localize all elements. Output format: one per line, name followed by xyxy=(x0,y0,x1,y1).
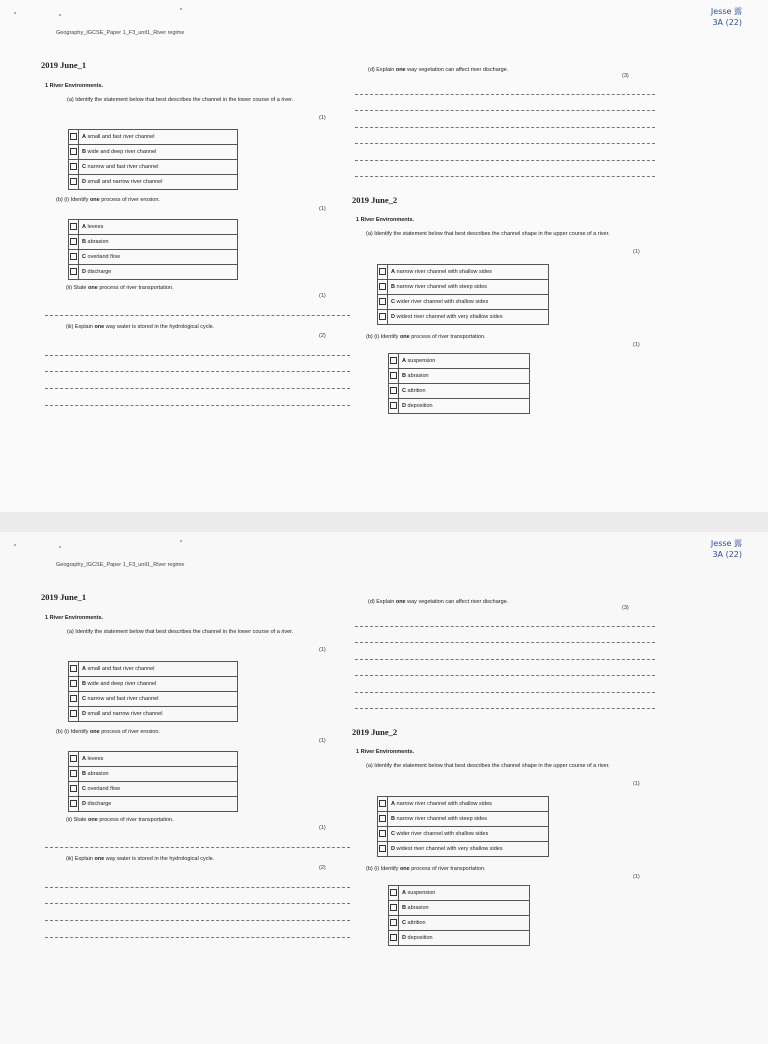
answer-line[interactable] xyxy=(45,355,350,356)
june1-qd-text: (d) Explain one way vegetation can affect river discharge. xyxy=(368,67,509,73)
june1-qbiii-text: (iii) Explain one way water is stored in the hydrological cycle. xyxy=(66,324,215,330)
option-label: small and narrow river channel xyxy=(87,179,163,185)
student-name: Jesse 露 xyxy=(710,7,742,16)
option-text xyxy=(388,797,549,812)
june2-qb-options xyxy=(388,353,530,414)
answer-line[interactable] xyxy=(45,903,350,904)
option-text xyxy=(399,916,530,931)
option-row[interactable] xyxy=(378,827,549,842)
checkbox-cell[interactable] xyxy=(389,399,399,414)
checkbox-cell[interactable] xyxy=(69,782,79,797)
answer-line[interactable] xyxy=(355,94,655,95)
june2-qa-text: (a) Identify the statement below that best describes the channel shape in the upper course of a river. xyxy=(366,231,610,237)
option-letter: B xyxy=(391,284,395,290)
option-text xyxy=(79,175,238,190)
scanned-page-1 xyxy=(0,0,768,512)
option-text xyxy=(399,886,530,901)
option-label: discharge xyxy=(87,801,112,807)
checkbox-cell[interactable] xyxy=(69,707,79,722)
answer-line[interactable] xyxy=(45,315,350,316)
checkbox[interactable] xyxy=(379,283,386,290)
option-row[interactable] xyxy=(378,280,549,295)
option-row[interactable] xyxy=(389,369,530,384)
checkbox-cell[interactable] xyxy=(69,692,79,707)
checkbox[interactable] xyxy=(390,919,397,926)
option-text xyxy=(399,901,530,916)
option-letter: C xyxy=(391,831,395,837)
checkbox[interactable] xyxy=(379,800,386,807)
checkbox[interactable] xyxy=(70,268,77,275)
option-text xyxy=(79,145,238,160)
answer-line[interactable] xyxy=(355,110,655,111)
option-label: wide and deep river channel xyxy=(87,681,157,687)
checkbox-cell[interactable] xyxy=(69,752,79,767)
checkbox-cell[interactable] xyxy=(69,662,79,677)
checkbox[interactable] xyxy=(390,904,397,911)
checkbox[interactable] xyxy=(70,710,77,717)
option-label: widest river channel with very shallow sides xyxy=(396,314,503,320)
checkbox[interactable] xyxy=(379,268,386,275)
option-letter: B xyxy=(82,681,86,687)
option-letter: A xyxy=(82,134,86,140)
checkbox-cell[interactable] xyxy=(69,145,79,160)
option-text xyxy=(79,235,238,250)
checkbox[interactable] xyxy=(70,800,77,807)
june1-qa-mark: (1) xyxy=(319,115,326,121)
option-text xyxy=(388,280,549,295)
option-row[interactable] xyxy=(69,752,238,767)
june1-q1-heading: 1 River Environments. xyxy=(45,83,104,89)
option-letter: D xyxy=(82,711,86,717)
option-text xyxy=(79,782,238,797)
checkbox[interactable] xyxy=(390,387,397,394)
answer-line[interactable] xyxy=(355,659,655,660)
june2-qa-text: (a) Identify the statement below that best describes the channel shape in the upper course of a river. xyxy=(366,763,610,769)
checkbox-cell[interactable] xyxy=(389,931,399,946)
option-row[interactable] xyxy=(69,797,238,812)
june1-qbii-mark: (1) xyxy=(319,825,326,831)
answer-line[interactable] xyxy=(45,920,350,921)
page-header: Geography_IGCSE_Paper 1_F3_unit1_River regime xyxy=(56,562,185,568)
option-row[interactable] xyxy=(69,160,238,175)
checkbox[interactable] xyxy=(390,357,397,364)
checkbox-cell[interactable] xyxy=(389,901,399,916)
option-text xyxy=(399,931,530,946)
june2-qb-options xyxy=(388,885,530,946)
option-label: narrow river channel with shallow sides xyxy=(396,801,492,807)
option-letter: D xyxy=(82,269,86,275)
option-label: levees xyxy=(87,756,104,762)
option-text xyxy=(388,827,549,842)
answer-line[interactable] xyxy=(355,127,655,128)
checkbox-cell[interactable] xyxy=(69,767,79,782)
option-letter: B xyxy=(402,373,406,379)
option-text xyxy=(79,692,238,707)
option-row[interactable] xyxy=(69,250,238,265)
student-class: 3A (22) xyxy=(712,550,742,559)
checkbox[interactable] xyxy=(390,934,397,941)
checkbox[interactable] xyxy=(379,815,386,822)
checkbox[interactable] xyxy=(390,889,397,896)
june2-title: 2019 June_2 xyxy=(352,727,398,737)
option-text xyxy=(79,707,238,722)
option-letter: C xyxy=(82,696,86,702)
checkbox[interactable] xyxy=(70,770,77,777)
option-text xyxy=(399,384,530,399)
option-text xyxy=(79,220,238,235)
checkbox[interactable] xyxy=(379,298,386,305)
option-row[interactable] xyxy=(389,399,530,414)
option-letter: D xyxy=(402,403,406,409)
answer-line[interactable] xyxy=(355,160,655,161)
checkbox[interactable] xyxy=(70,238,77,245)
answer-line[interactable] xyxy=(355,708,655,709)
option-letter: B xyxy=(82,239,86,245)
june1-q1-heading: 1 River Environments. xyxy=(45,615,104,621)
june1-qd-mark: (3) xyxy=(622,605,629,611)
option-label: narrow river channel with steep sides xyxy=(396,816,488,822)
option-letter: B xyxy=(391,816,395,822)
june1-qbii-text: (ii) State one process of river transportation. xyxy=(66,817,174,823)
option-label: small and fast river channel xyxy=(87,666,155,672)
june1-qbiii-mark: (2) xyxy=(319,865,326,871)
june2-qb-mark: (1) xyxy=(633,342,640,348)
scanned-page-2 xyxy=(0,532,768,1044)
option-row[interactable] xyxy=(69,145,238,160)
option-label: wider river channel with shallow sides xyxy=(396,831,489,837)
june2-qa-options xyxy=(377,264,549,325)
june1-qa-text: (a) Identify the statement below that best describes the channel in the lower course of a river. xyxy=(67,97,294,103)
option-text xyxy=(79,160,238,175)
option-label: suspension xyxy=(407,358,436,364)
checkbox[interactable] xyxy=(70,133,77,140)
checkbox-cell[interactable] xyxy=(69,265,79,280)
june2-qb-text: (b) (i) Identify one process of river transportation. xyxy=(366,334,486,340)
option-letter: D xyxy=(82,179,86,185)
checkbox[interactable] xyxy=(70,755,77,762)
checkbox[interactable] xyxy=(390,372,397,379)
checkbox-cell[interactable] xyxy=(69,175,79,190)
option-letter: C xyxy=(82,254,86,260)
june1-qbiii-mark: (2) xyxy=(319,333,326,339)
answer-line[interactable] xyxy=(45,388,350,389)
student-name: Jesse 露 xyxy=(710,539,742,548)
june2-q1-heading: 1 River Environments. xyxy=(356,749,415,755)
option-row[interactable] xyxy=(69,662,238,677)
option-letter: C xyxy=(391,299,395,305)
scan-speck xyxy=(180,540,182,542)
option-letter: D xyxy=(391,314,395,320)
option-letter: D xyxy=(402,935,406,941)
option-row[interactable] xyxy=(69,677,238,692)
option-label: attrition xyxy=(407,920,426,926)
june1-qb-mark: (1) xyxy=(319,738,326,744)
checkbox-cell[interactable] xyxy=(389,354,399,369)
answer-line[interactable] xyxy=(355,642,655,643)
option-letter: C xyxy=(402,920,406,926)
option-row[interactable] xyxy=(69,220,238,235)
option-row[interactable] xyxy=(389,354,530,369)
option-row[interactable] xyxy=(389,901,530,916)
checkbox-cell[interactable] xyxy=(389,369,399,384)
june1-title: 2019 June_1 xyxy=(41,592,87,602)
option-letter: A xyxy=(82,224,86,230)
checkbox[interactable] xyxy=(70,253,77,260)
option-text xyxy=(388,812,549,827)
option-letter: A xyxy=(391,801,395,807)
answer-line[interactable] xyxy=(45,937,350,938)
option-label: abrasion xyxy=(87,771,109,777)
option-row[interactable] xyxy=(389,931,530,946)
option-row[interactable] xyxy=(378,812,549,827)
checkbox[interactable] xyxy=(379,313,386,320)
option-letter: B xyxy=(82,149,86,155)
answer-line[interactable] xyxy=(45,405,350,406)
checkbox-cell[interactable] xyxy=(378,280,388,295)
option-label: deposition xyxy=(407,935,433,941)
option-row[interactable] xyxy=(69,692,238,707)
option-text xyxy=(388,842,549,857)
checkbox[interactable] xyxy=(70,785,77,792)
student-class: 3A (22) xyxy=(712,18,742,27)
option-letter: A xyxy=(391,269,395,275)
scan-speck xyxy=(180,8,182,10)
option-letter: A xyxy=(82,666,86,672)
option-row[interactable] xyxy=(69,265,238,280)
checkbox-cell[interactable] xyxy=(69,220,79,235)
checkbox-cell[interactable] xyxy=(69,797,79,812)
checkbox-cell[interactable] xyxy=(378,842,388,857)
checkbox[interactable] xyxy=(70,680,77,687)
answer-line[interactable] xyxy=(45,887,350,888)
checkbox[interactable] xyxy=(390,402,397,409)
option-row[interactable] xyxy=(378,265,549,280)
checkbox-cell[interactable] xyxy=(378,295,388,310)
answer-line[interactable] xyxy=(355,692,655,693)
student-signature xyxy=(711,6,742,28)
option-label: attrition xyxy=(407,388,426,394)
answer-line[interactable] xyxy=(45,847,350,848)
option-label: deposition xyxy=(407,403,433,409)
option-letter: B xyxy=(82,771,86,777)
checkbox-cell[interactable] xyxy=(378,827,388,842)
checkbox-cell[interactable] xyxy=(69,235,79,250)
page-separator xyxy=(0,512,768,532)
checkbox[interactable] xyxy=(379,845,386,852)
option-label: narrow river channel with steep sides xyxy=(396,284,488,290)
june1-qd-text: (d) Explain one way vegetation can affect river discharge. xyxy=(368,599,509,605)
scan-speck xyxy=(59,546,61,548)
option-text xyxy=(388,265,549,280)
answer-line[interactable] xyxy=(45,371,350,372)
answer-line[interactable] xyxy=(355,626,655,627)
option-label: narrow and fast river channel xyxy=(87,164,159,170)
option-text xyxy=(79,797,238,812)
option-label: small and fast river channel xyxy=(87,134,155,140)
option-row[interactable] xyxy=(378,842,549,857)
student-signature xyxy=(711,538,742,560)
option-text xyxy=(79,265,238,280)
june1-qb-mark: (1) xyxy=(319,206,326,212)
checkbox-cell[interactable] xyxy=(389,384,399,399)
option-text xyxy=(79,130,238,145)
checkbox-cell[interactable] xyxy=(378,797,388,812)
option-text xyxy=(79,677,238,692)
option-row[interactable] xyxy=(69,707,238,722)
june1-qbii-text: (ii) State one process of river transportation. xyxy=(66,285,174,291)
checkbox[interactable] xyxy=(379,830,386,837)
option-label: narrow river channel with shallow sides xyxy=(396,269,492,275)
june1-qbii-mark: (1) xyxy=(319,293,326,299)
option-row[interactable] xyxy=(69,767,238,782)
june1-qa-text: (a) Identify the statement below that best describes the channel in the lower course of a river. xyxy=(67,629,294,635)
june1-qb-text: (b) (i) Identify one process of river erosion. xyxy=(56,197,160,203)
option-label: abrasion xyxy=(407,905,429,911)
option-letter: D xyxy=(82,801,86,807)
option-row[interactable] xyxy=(378,295,549,310)
option-label: abrasion xyxy=(87,239,109,245)
option-letter: D xyxy=(391,846,395,852)
june1-qbiii-text: (iii) Explain one way water is stored in the hydrological cycle. xyxy=(66,856,215,862)
option-text xyxy=(79,662,238,677)
option-label: suspension xyxy=(407,890,436,896)
option-label: levees xyxy=(87,224,104,230)
option-letter: A xyxy=(402,358,406,364)
checkbox-cell[interactable] xyxy=(378,310,388,325)
option-row[interactable] xyxy=(389,886,530,901)
scan-speck xyxy=(14,544,16,546)
option-label: abrasion xyxy=(407,373,429,379)
option-letter: A xyxy=(82,756,86,762)
june1-qa-options xyxy=(68,129,238,190)
june2-qa-mark: (1) xyxy=(633,781,640,787)
option-text xyxy=(79,752,238,767)
option-text xyxy=(388,295,549,310)
option-text xyxy=(399,399,530,414)
option-text xyxy=(399,369,530,384)
june1-qb-options xyxy=(68,751,238,812)
option-row[interactable] xyxy=(69,235,238,250)
june2-qb-text: (b) (i) Identify one process of river transportation. xyxy=(366,866,486,872)
option-label: overland flow xyxy=(87,254,120,260)
option-letter: C xyxy=(82,164,86,170)
option-letter: A xyxy=(402,890,406,896)
checkbox[interactable] xyxy=(70,223,77,230)
page-header: Geography_IGCSE_Paper 1_F3_unit1_River regime xyxy=(56,30,185,36)
checkbox[interactable] xyxy=(70,665,77,672)
june2-q1-heading: 1 River Environments. xyxy=(356,217,415,223)
option-text xyxy=(399,354,530,369)
option-text xyxy=(79,250,238,265)
checkbox-cell[interactable] xyxy=(389,916,399,931)
june1-qd-mark: (3) xyxy=(622,73,629,79)
june2-qa-options xyxy=(377,796,549,857)
option-text xyxy=(79,767,238,782)
option-text xyxy=(388,310,549,325)
answer-line[interactable] xyxy=(355,176,655,177)
checkbox-cell[interactable] xyxy=(69,130,79,145)
option-label: discharge xyxy=(87,269,112,275)
option-letter: C xyxy=(82,786,86,792)
scan-speck xyxy=(59,14,61,16)
option-row[interactable] xyxy=(378,797,549,812)
checkbox[interactable] xyxy=(70,163,77,170)
scan-speck xyxy=(14,12,16,14)
checkbox[interactable] xyxy=(70,148,77,155)
option-label: widest river channel with very shallow sides xyxy=(396,846,503,852)
option-label: wide and deep river channel xyxy=(87,149,157,155)
checkbox-cell[interactable] xyxy=(69,160,79,175)
checkbox-cell[interactable] xyxy=(378,812,388,827)
june2-qb-mark: (1) xyxy=(633,874,640,880)
june2-title: 2019 June_2 xyxy=(352,195,398,205)
checkbox-cell[interactable] xyxy=(378,265,388,280)
answer-line[interactable] xyxy=(355,143,655,144)
option-letter: C xyxy=(402,388,406,394)
june1-qb-text: (b) (i) Identify one process of river erosion. xyxy=(56,729,160,735)
option-row[interactable] xyxy=(389,916,530,931)
answer-line[interactable] xyxy=(355,675,655,676)
checkbox-cell[interactable] xyxy=(69,677,79,692)
option-row[interactable] xyxy=(69,175,238,190)
june1-title: 2019 June_1 xyxy=(41,60,87,70)
june1-qa-mark: (1) xyxy=(319,647,326,653)
option-row[interactable] xyxy=(69,130,238,145)
checkbox-cell[interactable] xyxy=(69,250,79,265)
june1-qb-options xyxy=(68,219,238,280)
june2-qa-mark: (1) xyxy=(633,249,640,255)
option-row[interactable] xyxy=(378,310,549,325)
option-label: narrow and fast river channel xyxy=(87,696,159,702)
option-label: small and narrow river channel xyxy=(87,711,163,717)
option-label: wider river channel with shallow sides xyxy=(396,299,489,305)
option-row[interactable] xyxy=(389,384,530,399)
checkbox-cell[interactable] xyxy=(389,886,399,901)
checkbox[interactable] xyxy=(70,695,77,702)
option-letter: B xyxy=(402,905,406,911)
option-row[interactable] xyxy=(69,782,238,797)
checkbox[interactable] xyxy=(70,178,77,185)
june1-qa-options xyxy=(68,661,238,722)
option-label: overland flow xyxy=(87,786,120,792)
